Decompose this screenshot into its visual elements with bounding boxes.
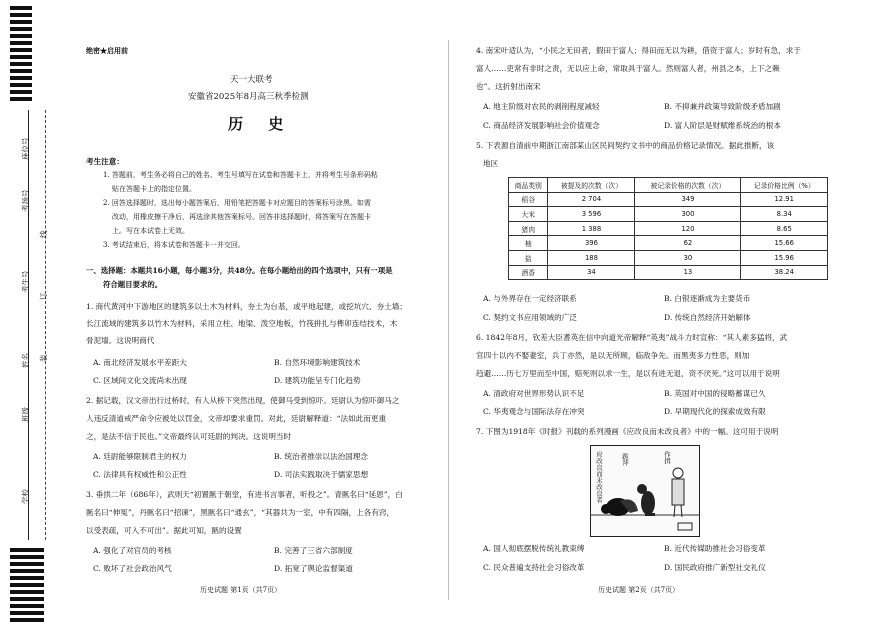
q2-stem: 人违反清道戒严命令应被处以罚金，文帝却要求重罚。对此，廷尉解释道：“法如此而更重 bbox=[86, 414, 387, 423]
q6-option-d[interactable]: D. 早期现代化的探索成效有限 bbox=[664, 407, 766, 416]
margin-bar bbox=[10, 555, 44, 559]
secret-label: 绝密★启用前 bbox=[86, 46, 128, 55]
q4-stem: 4. 南宋叶适认为，“小民之无田者，假田于富人；得田而无以为耕，借资于富人；岁时有急，求于 bbox=[476, 46, 801, 55]
table-cell: 396 bbox=[548, 236, 635, 251]
binding-margin bbox=[0, 0, 56, 629]
q7-option-a[interactable]: A. 国人彻底摆脱传统礼教束缚 bbox=[483, 544, 585, 553]
table-cell: 38.24 bbox=[741, 265, 828, 280]
table-row bbox=[509, 250, 828, 265]
q7-option-c[interactable]: C. 民众普遍支持社会习俗改革 bbox=[483, 563, 585, 572]
table-cell: 188 bbox=[548, 250, 635, 265]
table-row bbox=[509, 265, 828, 280]
section-heading: 符合题目要求的。 bbox=[103, 280, 163, 289]
page-footer: 历史试题 第2页（共7页） bbox=[598, 586, 680, 594]
table-header: 被记录价格的次数（次） bbox=[635, 178, 741, 193]
student-number-label: 考生号 bbox=[21, 270, 30, 293]
q5-stem: 5. 下表源自清前中期浙江南部某山区民间契约文书中的商品价格记录情况。据此推断，该 bbox=[476, 141, 775, 150]
notice-line: 2. 回答选择题时，选出每小题答案后，用铅笔把答题卡对应题目的答案标号涂黑。如需 bbox=[103, 199, 371, 207]
q1-stem: 骨泥墙。这说明商代 bbox=[86, 336, 155, 345]
q2-stem: 2. 据记载，汉文帝出行过桥时，有人从桥下突然出现，使御马受到惊吓。廷尉认为惊吓御马之 bbox=[86, 396, 400, 405]
page-divider bbox=[448, 40, 449, 600]
margin-bar bbox=[10, 562, 44, 566]
margin-bar bbox=[10, 6, 32, 10]
q1-option-b[interactable]: B. 自然环境影响建筑技术 bbox=[274, 358, 361, 367]
q4-stem: 富人……吏常有非时之责，无以应上命，常取具于富人。然则富人者，州县之本，上下之赖 bbox=[476, 64, 780, 73]
school-label: 学校 bbox=[21, 489, 30, 504]
margin-bar bbox=[10, 55, 32, 59]
margin-bar bbox=[10, 618, 44, 622]
q3-option-a[interactable]: A. 强化了对官员的考核 bbox=[93, 546, 172, 555]
margin-bar bbox=[10, 597, 44, 601]
table-cell: 15.66 bbox=[741, 236, 828, 251]
q4-option-a[interactable]: A. 地主阶级对农民的剥削程度减轻 bbox=[483, 102, 600, 111]
margin-bar bbox=[10, 20, 32, 24]
q2-option-b[interactable]: B. 统治者推崇以法治国理念 bbox=[274, 452, 368, 461]
table-header: 商品类别 bbox=[509, 178, 548, 193]
q6-option-b[interactable]: B. 英国对中国的侵略蓄谋已久 bbox=[664, 389, 766, 398]
q1-stem: 长江流域的建筑多以竹木为材料，采用立柱、地梁、泼空地板，竹筏拼扎与榫卯连结技术，木 bbox=[86, 319, 398, 328]
cartoon-label: 作揖 bbox=[663, 451, 671, 464]
q4-option-d[interactable]: D. 富人阶层是财赋维系统治的根本 bbox=[664, 121, 781, 130]
notice-line: 上。写在本试卷上无效。 bbox=[112, 227, 189, 235]
table-cell: 13 bbox=[635, 265, 741, 280]
margin-bar bbox=[10, 62, 32, 66]
q2-option-a[interactable]: A. 廷尉能够限制君主的权力 bbox=[93, 452, 187, 461]
cartoon-caption: 应改良而未改良者 bbox=[595, 451, 603, 503]
name-label: 姓名 bbox=[21, 353, 30, 368]
table-cell: 猪肉 bbox=[509, 221, 548, 236]
margin-bar bbox=[10, 27, 32, 31]
notice-line: 贴在答题卡上的指定位置。 bbox=[112, 185, 196, 193]
table-cell: 3 596 bbox=[548, 207, 635, 222]
table-cell: 大米 bbox=[509, 207, 548, 222]
margin-bar bbox=[10, 97, 32, 101]
table-cell: 30 bbox=[635, 250, 741, 265]
q6-option-c[interactable]: C. 华夷观念与国际法存在冲突 bbox=[483, 407, 585, 416]
table-cell: 稻谷 bbox=[509, 192, 548, 207]
margin-bar bbox=[10, 569, 44, 573]
cut-line bbox=[45, 110, 46, 540]
table-row bbox=[509, 192, 828, 207]
notice-title: 考生注意： bbox=[86, 157, 124, 166]
table-cell: 柚 bbox=[509, 236, 548, 251]
q6-stem: 官四十以内不娶妻室，兵丁亦然，是以无所顾，临敌争先。而黑夷多力性恶，则加 bbox=[476, 351, 750, 360]
table-header: 记录价格比例（%） bbox=[741, 178, 828, 193]
table-cell: 2 704 bbox=[548, 192, 635, 207]
table-row bbox=[509, 221, 828, 236]
notice-line: 改动，用橡皮擦干净后，再选涂其他答案标号。回答非选择题时，将答案写在答题卡 bbox=[112, 213, 371, 221]
table-cell: 盐 bbox=[509, 250, 548, 265]
table-row bbox=[509, 236, 828, 251]
q2-stem: 之，是法不信于民也。”文帝最终认可廷尉的判决。这说明当时 bbox=[86, 432, 292, 441]
cartoon-label: 跪拜 bbox=[621, 453, 629, 466]
q3-option-b[interactable]: B. 完善了三省六部制度 bbox=[274, 546, 353, 555]
table-cell: 34 bbox=[548, 265, 635, 280]
q7-option-b[interactable]: B. 近代传媒助推社会习俗变革 bbox=[664, 544, 766, 553]
fill-line bbox=[28, 110, 29, 540]
margin-bar bbox=[10, 41, 32, 45]
q3-stem: 3. 垂拱二年（686年），武则天“初置匦于朝堂，有进书言事者，听投之”。青匦名曰“延恩”，白 bbox=[86, 490, 403, 499]
q5-option-a[interactable]: A. 与外界存在一定经济联系 bbox=[483, 294, 577, 303]
table-cell: 120 bbox=[635, 221, 741, 236]
q4-option-c[interactable]: C. 商品经济发展影响社会价值观念 bbox=[483, 121, 600, 130]
q1-option-c[interactable]: C. 区域间文化交流尚未出现 bbox=[93, 376, 187, 385]
cut-mark: 装 bbox=[39, 354, 48, 362]
exam-room-label: 考场号 bbox=[21, 189, 30, 212]
q6-stem: 6. 1842年8月，钦差大臣耆英在信中向道光帝解释“英夷”战斗力时宣称：“其人素多猛将，武 bbox=[476, 333, 788, 342]
table-cell: 349 bbox=[635, 192, 741, 207]
table-cell: 8.34 bbox=[741, 207, 828, 222]
section-heading: 一、选择题：本题共16小题，每小题3分，共48分。在每小题给出的四个选项中，只有一项是 bbox=[86, 266, 393, 275]
margin-bar bbox=[10, 13, 32, 17]
exam-org: 天一大联考 bbox=[230, 75, 273, 85]
table-cell: 300 bbox=[635, 207, 741, 222]
subject-title: 历 史 bbox=[228, 115, 294, 133]
q3-stem: 以受表疏，可入不可出”。据此可知，匦的设置 bbox=[86, 526, 242, 535]
table-cell: 8.65 bbox=[741, 221, 828, 236]
table-cell: 1 388 bbox=[548, 221, 635, 236]
table-row bbox=[509, 207, 828, 222]
margin-bar bbox=[10, 611, 44, 615]
q4-stem: 也”。这折射出南宋 bbox=[476, 82, 541, 91]
seat-number-label: 座位号 bbox=[21, 137, 30, 160]
table-header-row bbox=[509, 178, 828, 193]
q5-option-b[interactable]: B. 白银逐渐成为主要货币 bbox=[664, 294, 751, 303]
cut-mark: 订 bbox=[39, 292, 48, 300]
margin-bar bbox=[10, 604, 44, 608]
table-cell: 酒香 bbox=[509, 265, 548, 280]
page-footer: 历史试题 第1页（共7页） bbox=[200, 586, 282, 594]
q3-stem: 匦名曰“伸冤”，丹匦名曰“招谏”，黑匦名曰“通玄”，“其器共为一室，中有四隔，上各有窍， bbox=[86, 508, 395, 517]
class-label: 班级 bbox=[21, 407, 30, 422]
q5-stem: 地区 bbox=[483, 159, 499, 168]
notice-line: 3. 考试结束后，将本试卷和答题卡一并交回。 bbox=[103, 241, 245, 249]
margin-bar bbox=[10, 83, 32, 87]
margin-bar bbox=[10, 34, 32, 38]
q2-option-d[interactable]: D. 司法实践取决于儒家思想 bbox=[274, 470, 369, 479]
q7-stem: 7. 下图为1918年《时报》刊载的系列漫画《应改良而未改良者》中的一幅。这可用于说明 bbox=[476, 427, 779, 436]
q3-option-c[interactable]: C. 败坏了社会政治风气 bbox=[93, 564, 172, 573]
table-cell: 62 bbox=[635, 236, 741, 251]
table-cell: 15.96 bbox=[741, 250, 828, 265]
q7-option-d[interactable]: D. 国民政府推广新型社交礼仪 bbox=[664, 563, 766, 572]
margin-bar bbox=[10, 583, 44, 587]
table-cell: 12.91 bbox=[741, 192, 828, 207]
price-table bbox=[508, 177, 828, 280]
q3-option-d[interactable]: D. 拓宽了舆论监督渠道 bbox=[274, 564, 353, 573]
q1-option-a[interactable]: A. 南北经济发展水平差距大 bbox=[93, 358, 187, 367]
margin-bar bbox=[10, 69, 32, 73]
q5-option-c[interactable]: C. 契约文书应用领域的广泛 bbox=[483, 313, 577, 322]
q4-option-b[interactable]: B. 不抑兼并政策导致阶级矛盾加剧 bbox=[664, 102, 781, 111]
cartoon-image bbox=[590, 445, 700, 537]
q6-option-a[interactable]: A. 清政府对世界形势认识不足 bbox=[483, 389, 585, 398]
margin-bar bbox=[10, 576, 44, 580]
margin-bar bbox=[10, 76, 32, 80]
margin-bar bbox=[10, 90, 32, 94]
q6-stem: 趋避……历七万里而至中国，赔死则以求一生，是以有进无退，资不厌死。”这可以用于说明 bbox=[476, 369, 780, 378]
q1-stem: 1. 商代黄河中下游地区的建筑多以土木为材料，夯土为台基，或平地起建，或挖坑穴、夯土墙； bbox=[86, 302, 407, 311]
q2-option-c[interactable]: C. 法律具有权威性和公正性 bbox=[93, 470, 187, 479]
notice-line: 1. 答题前，考生务必将自己的姓名、考生号填写在试卷和答题卡上，并将考生号条形码粘 bbox=[103, 171, 378, 179]
cut-mark: 线 bbox=[39, 230, 48, 238]
margin-bar bbox=[10, 48, 32, 52]
margin-bar bbox=[10, 548, 44, 552]
table-header: 被提及的次数（次） bbox=[548, 178, 635, 193]
q5-option-d[interactable]: D. 传统自然经济开始解体 bbox=[664, 313, 751, 322]
q1-option-d[interactable]: D. 建筑功能呈专门化趋势 bbox=[274, 376, 361, 385]
exam-title: 安徽省2025年8月高三秋季检测 bbox=[188, 92, 309, 102]
margin-bar bbox=[10, 590, 44, 594]
